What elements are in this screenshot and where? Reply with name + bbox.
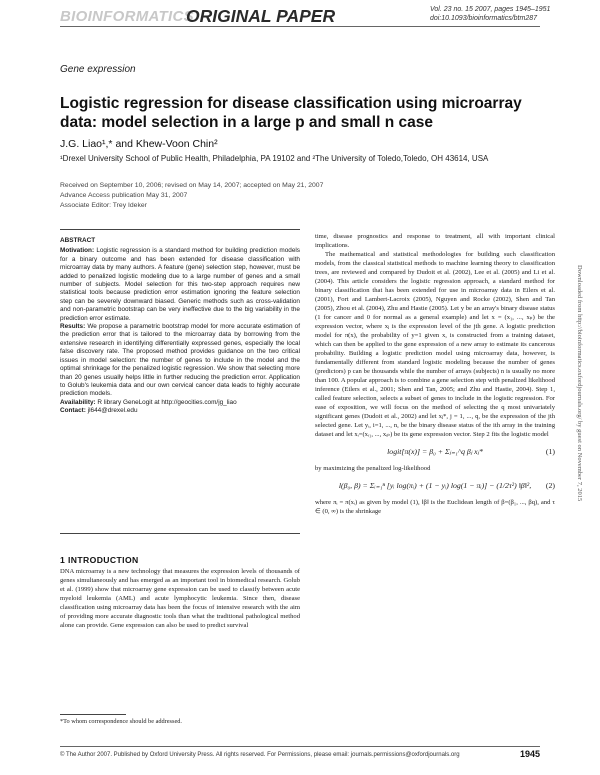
affiliation: ¹Drexel University School of Public Health, Philadelphia, PA 19102 and ²The University of Toledo,Toledo, OH 43614, USA [60,154,489,163]
equation-1-body: logit[π(x)] = β₀ + Σⱼ₌₁^q βⱼ xⱼ* [387,447,483,456]
abstract-top-rule [60,229,300,230]
equation-1 [315,447,555,456]
article-title: Logistic regression for disease classification using microarray data: model selection in a large p and small n case [60,95,522,131]
journal-name: BIOINFORMATICS [60,8,194,25]
copyright: © The Author 2007. Published by Oxford University Press. All rights reserved. For Permissions, please email: journals.permissions@oxfordjournals.org [60,752,460,758]
availability-link[interactable]: R library GeneLogit at http://geocities.com/jg_liao [97,398,237,406]
abstract-availability [60,399,300,407]
received-dates: Received on September 10, 2006; revised on May 14, 2007; accepted on May 21, 2007 [60,182,324,189]
authors: J.G. Liao¹,* and Khew-Voon Chin² [60,138,218,150]
download-note[interactable]: Downloaded from http://bioinformatics.oxfordjournals.org/ by guest on November 7, 2015 [576,265,583,502]
abstract-motivation [60,247,300,323]
header-rule [60,26,540,27]
motivation-text: Logistic regression is a standard method for building prediction models for a binary outcome and has been extended for disease classification with microarray data by many authors. A feature (gene) selection step, however, must be added to penalized logistic modeling due to a large number of genes and a small number of subjects. Model selection for this two-step approach requires new statistical tools because prediction error estimation ignoring the feature selection step can be severely downward biased. Generic methods such as cross-validation and non-parametric bootstrap can be very ineffective due to the big variability in the prediction error estimate. [60,247,301,322]
results-text: We propose a parametric bootstrap model for more accurate estimation of the prediction error that is tailored to the microarray data by borrowing from the extensive research in identifying differentially expressed genes, especially the local false discovery rate. The proposed method provides guidance on the two critical issues in model selection: the number of genes to include in the model and the optimal shrinkage for the penalized logistic regression. We show that selecting more than 20 genes usually helps little in further reducing the prediction error. Application to Golub's leukemia data and our own cervical cancer data leads to highly accurate prediction models. [60,323,300,398]
motivation-label: Motivation: [60,247,95,255]
abstract-contact [60,407,300,415]
abstract-heading: ABSTRACT [60,237,96,244]
equation-2-body: l(β₀, β) = Σᵢ₌₁ⁿ [yᵢ log(πᵢ) + (1 − yᵢ) log(1 − πᵢ)] − (1/2τ²) ‖β‖², [338,481,532,490]
results-label: Results: [60,323,86,331]
contact-label: Contact: [60,407,86,415]
intro-heading: 1 INTRODUCTION [60,555,139,565]
contact-email[interactable]: jl644@drexel.edu [87,407,138,415]
advance-access: Advance Access publication May 31, 2007 [60,192,188,199]
section-label: Gene expression [60,64,136,75]
intro-text: DNA microarray is a new technology that measures the expression levels of thousands of genes simultaneously and has emerged as an important tool in biomedical research. Golub et al. (1999) show that microarray gene expression can be used to classify between acute myeloid leukemia (AML) and acute lymphocytic leukemia. Since then, disease classification using microarray data has been the focus of intensive research with the aim of providing more accurate diagnostic tools than what the traditional pathological method alone can provide. Gene expression can also be used to predict survival [60,568,300,629]
footnote-rule [60,714,126,715]
footnote: *To whom correspondence should be addressed. [60,718,182,725]
right-para-1: time, disease prognostics and response to treatment, all with important clinical implications. [315,233,555,249]
associate-editor: Associate Editor: Trey Ideker [60,202,147,209]
right-para-3: by maximizing the penalized log-likelihood [315,465,431,472]
right-para-2: The mathematical and statistical methodologies for building such classification models, from the classical statistical methods to machine learning theory to classification trees, are reviewed and compared by Dudoit et al. (2002), Lee et al. (2005) and Li et al. (2004). This article considers the logistic regression approach, a standard method for binary classification that has been extended for use in microarray data in Eilers et al. (2001), Fort and Lambert-Lacroix (2005), Nguyen and Rocke (2002), Shen and Tan (2005), Zhou et al. (2004), Zhu and Hastie (2005). Let y be an array's binary disease status (1 for cancer and 0 for normal as a general example) and let x = (x₁, ..., xₚ) be the expression vector, where xⱼ is the expression level of the jth gene. A logistic prediction model for π(x), the probability of y=1 given x, is constructed from a training dataset, which can then be applied to the gene expression of a new array to estimate its cancerous probability. Building a logistic prediction model using microarray data, however, is fundamentally different from standard logistic modeling because the number of genes (predictors) p can be thousands while the number of arrays (subjects) n is usually no more than 100. A popular approach is to combine a gene selection step with penalized likelihood inference (Eilers et al., 2001; Shen and Tan, 2005; and Zhu and Hastie, 2004). Step 1, called feature selection, selects a subset of genes to include in the logistic regression. For ease of exposition, we will focus on the method of selecting the q most univariately significant genes (Dudoit et al., 2002) and let xⱼ*, j = 1, ..., q, be the expression of the jth selected gene. Let yᵢ, i=1, ..., n, be the binary disease status of the ith array in the training dataset and let xᵢ=(xᵢ₁, ..., xᵢₚ) be its gene expression vector. Step 2 fits the logistic model [315,251,555,438]
paper-type: ORIGINAL PAPER [186,6,336,26]
equation-2-number: (2) [545,481,555,490]
download-sidebar [572,265,584,605]
page-number: 1945 [520,749,541,759]
equation-1-number: (1) [545,447,555,456]
citation-volume: Vol. 23 no. 15 2007, pages 1945–1951 [430,6,551,13]
availability-label: Availability: [60,398,96,406]
abstract [60,237,300,416]
citation-doi[interactable]: doi:10.1093/bioinformatics/btm287 [430,15,538,22]
equation-2 [315,481,555,490]
citation-block [430,5,550,23]
right-column [315,232,555,516]
footer-rule [60,746,540,747]
abstract-bottom-rule [60,533,300,534]
abstract-results [60,323,300,399]
right-para-4: where πᵢ = π(xᵢ) as given by model (1), ‖β‖ is the Euclidean length of β=(β₁, ..., βq), and τ ∈ (0, ∞) is the shrinkage [315,499,555,515]
